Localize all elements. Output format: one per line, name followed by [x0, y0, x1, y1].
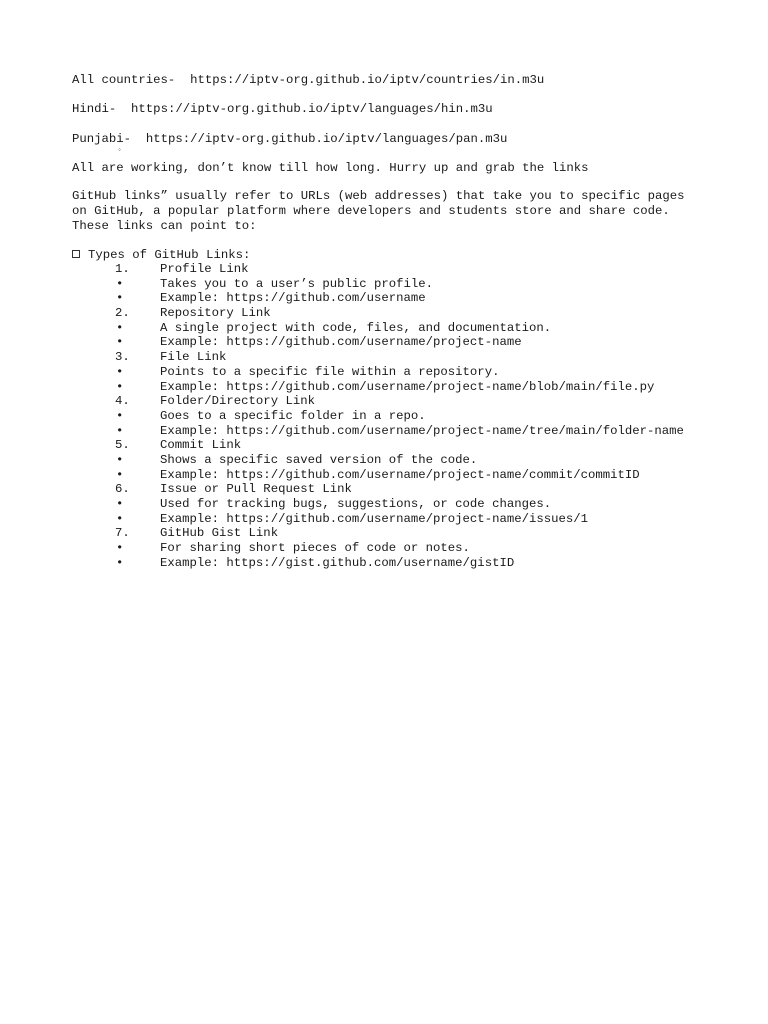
list-item-text: GitHub Gist Link: [160, 526, 279, 541]
list-bullet-item: [0, 556, 768, 571]
types-heading: [72, 248, 250, 263]
list-bullet-item: [0, 380, 768, 395]
bullet-marker: •: [116, 452, 124, 467]
list-numbered-item: [0, 262, 768, 277]
list-item-text: Commit Link: [160, 438, 242, 453]
number-marker: 2.: [115, 306, 130, 321]
bullet-marker: •: [116, 276, 124, 291]
list-item-text: Example: https://github.com/username/project-name/issues/1: [160, 511, 589, 526]
number-marker: 3.: [115, 350, 130, 365]
link-label: Punjabi-: [72, 132, 132, 146]
list-bullet-item: [0, 321, 768, 336]
types-heading-text: Types of GitHub Links:: [88, 248, 251, 262]
list-bullet-item: [0, 468, 768, 483]
list-item-text: Repository Link: [160, 306, 271, 321]
paragraph-line: GitHub links” usually refer to URLs (web addresses) that take you to specific pages: [72, 189, 685, 203]
list-bullet-item: [0, 365, 768, 380]
list-numbered-item: [0, 438, 768, 453]
list-item-text: A single project with code, files, and documentation.: [160, 320, 552, 335]
bullet-marker: •: [116, 511, 124, 526]
list-bullet-item: [0, 424, 768, 439]
list-bullet-item: [0, 409, 768, 424]
bullet-marker: •: [116, 408, 124, 423]
list-item-text: Used for tracking bugs, suggestions, or code changes.: [160, 497, 552, 511]
link-line-all-countries: [72, 73, 544, 88]
link-url[interactable]: https://iptv-org.github.io/iptv/countries/in.m3u: [190, 73, 545, 87]
small-circle-mark: ◦: [117, 146, 122, 155]
list-item-text: Example: https://github.com/username/project-name/tree/main/folder-name: [160, 423, 684, 438]
list-item-text: Shows a specific saved version of the code.: [160, 452, 478, 467]
link-url[interactable]: https://iptv-org.github.io/iptv/languages/pan.m3u: [145, 132, 508, 146]
list-bullet-item: [0, 453, 768, 468]
list-item-text: Profile Link: [160, 262, 249, 276]
number-marker: 5.: [115, 438, 130, 453]
list-numbered-item: [0, 526, 768, 541]
list-numbered-item: [0, 482, 768, 497]
list-bullet-item: [0, 512, 768, 527]
list-bullet-item: [0, 277, 768, 292]
link-line-hindi: [72, 102, 493, 117]
list-item-text: Example: https://github.com/username/project-name/blob/main/file.py: [160, 379, 655, 394]
link-label: All countries-: [72, 73, 176, 87]
github-links-paragraph: [72, 189, 712, 234]
list-item-text: Points to a specific file within a repository.: [160, 364, 500, 379]
bullet-marker: •: [116, 467, 124, 482]
link-url[interactable]: https://iptv-org.github.io/iptv/languages/hin.m3u: [131, 102, 493, 116]
list-item-text: Folder/Directory Link: [160, 394, 315, 409]
number-marker: 7.: [115, 526, 130, 541]
list-bullet-item: [0, 335, 768, 350]
number-marker: 1.: [115, 262, 130, 276]
bullet-marker: •: [116, 555, 124, 570]
list-item-text: Issue or Pull Request Link: [160, 482, 352, 497]
bullet-marker: •: [116, 335, 124, 350]
github-link-types-list: [0, 262, 768, 570]
list-item-text: File Link: [160, 350, 227, 365]
list-item-text: For sharing short pieces of code or notes.: [160, 541, 470, 556]
link-line-punjabi: [72, 132, 507, 147]
bullet-marker: •: [116, 364, 124, 379]
paragraph-line: on GitHub, a popular platform where developers and students store and share code.: [72, 204, 670, 218]
list-item-text: Example: https://github.com/username/project-name/commit/commitID: [160, 467, 640, 482]
list-item-text: Takes you to a user’s public profile.: [160, 276, 434, 291]
list-item-text: Goes to a specific folder in a repo.: [160, 408, 426, 423]
list-item-text: Example: https://github.com/username: [160, 291, 426, 306]
checkbox-bullet-icon: [72, 250, 80, 258]
list-numbered-item: [0, 350, 768, 365]
list-numbered-item: [0, 306, 768, 321]
bullet-marker: •: [116, 379, 124, 394]
bullet-marker: •: [116, 291, 124, 306]
bullet-marker: •: [116, 497, 124, 511]
bullet-marker: •: [116, 541, 124, 556]
list-bullet-item: [0, 541, 768, 556]
bullet-marker: •: [116, 423, 124, 438]
working-note: All are working, don’t know till how long. Hurry up and grab the links: [72, 161, 589, 175]
list-numbered-item: [0, 394, 768, 409]
bullet-marker: •: [116, 320, 124, 335]
link-label: Hindi-: [72, 102, 117, 116]
list-bullet-item: [0, 291, 768, 306]
list-item-text: Example: https://gist.github.com/username/gistID: [160, 555, 515, 570]
number-marker: 4.: [115, 394, 130, 409]
number-marker: 6.: [115, 482, 130, 497]
list-bullet-item: [0, 497, 768, 512]
paragraph-line: These links can point to:: [72, 219, 257, 233]
list-item-text: Example: https://github.com/username/project-name: [160, 335, 522, 350]
